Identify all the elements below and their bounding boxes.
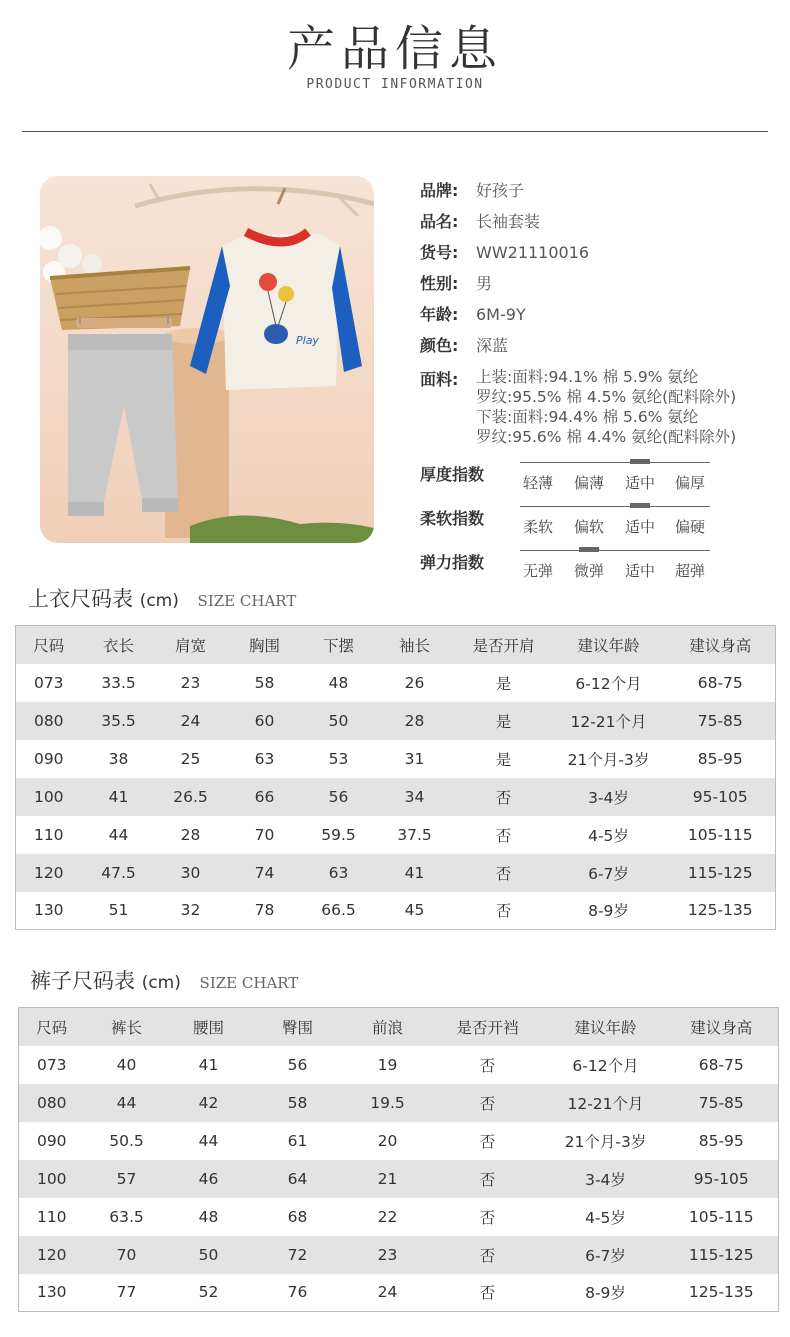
table-header-row <box>19 1008 779 1046</box>
section-unit: (cm) <box>141 973 181 993</box>
table-cell: 41 <box>198 1055 219 1074</box>
table-cell: 58 <box>254 673 275 692</box>
table-cell: 61 <box>287 1131 308 1150</box>
table-row <box>19 1198 779 1236</box>
section-heading: 裤子尺码表 <box>30 969 135 993</box>
table-cell: 23 <box>180 673 201 692</box>
index-label: 柔软指数 <box>420 509 485 528</box>
table-cell: 41 <box>108 787 129 806</box>
table-cell: 否 <box>479 1094 496 1113</box>
column-header: 建议身高 <box>689 636 752 655</box>
table-cell: 76 <box>287 1283 308 1302</box>
info-row-color <box>420 335 785 366</box>
index-option: 偏厚 <box>674 474 705 492</box>
index-option: 适中 <box>624 474 655 492</box>
table-cell: 58 <box>287 1093 308 1112</box>
column-header: 是否开肩 <box>472 636 535 655</box>
table-row <box>16 854 776 892</box>
info-row-sku <box>420 242 785 273</box>
table-cell: 31 <box>404 749 425 768</box>
info-key: 品牌: <box>420 181 459 200</box>
index-option: 偏硬 <box>674 518 705 536</box>
table-cell: 34 <box>404 787 425 806</box>
table-row <box>16 778 776 816</box>
table-cell: 46 <box>198 1169 219 1188</box>
pants-chart-title <box>30 965 298 995</box>
table-cell: 48 <box>198 1207 219 1226</box>
section-heading-en: SIZE CHART <box>197 592 297 610</box>
column-header: 腰围 <box>192 1018 224 1037</box>
column-header: 尺码 <box>36 1018 68 1037</box>
fabric-composition <box>476 367 736 447</box>
index-option: 微弹 <box>573 562 604 580</box>
table-cell: 50.5 <box>109 1131 144 1150</box>
table-cell: 115-125 <box>688 1245 754 1264</box>
softness-index <box>420 506 720 550</box>
table-cell: 53 <box>328 749 349 768</box>
column-header: 是否开裆 <box>456 1018 519 1037</box>
table-cell: 110 <box>36 1207 67 1226</box>
table-cell: 63.5 <box>109 1207 144 1226</box>
table-cell: 否 <box>495 788 512 807</box>
table-cell: 130 <box>36 1283 67 1302</box>
index-marker <box>579 547 599 552</box>
table-cell: 8-9岁 <box>585 1284 626 1303</box>
column-header: 建议年龄 <box>577 636 640 655</box>
info-value: WW21110016 <box>476 243 590 262</box>
table-cell: 35.5 <box>101 711 136 730</box>
table-cell: 105-115 <box>688 1207 754 1226</box>
table-cell: 60 <box>254 711 275 730</box>
table-cell: 47.5 <box>101 863 136 882</box>
index-option: 超弹 <box>674 562 705 580</box>
table-cell: 100 <box>33 787 64 806</box>
table-cell: 090 <box>36 1131 67 1150</box>
table-cell: 24 <box>377 1283 398 1302</box>
table-cell: 否 <box>479 1132 496 1151</box>
column-header: 裤长 <box>110 1018 142 1037</box>
table-cell: 95-105 <box>692 787 748 806</box>
column-header: 建议年龄 <box>574 1018 637 1037</box>
table-cell: 110 <box>33 825 64 844</box>
table-cell: 073 <box>33 673 64 692</box>
table-cell: 8-9岁 <box>588 902 629 921</box>
section-heading: 上衣尺码表 <box>28 587 133 611</box>
table-cell: 85-95 <box>698 1131 744 1150</box>
table-cell: 77 <box>116 1283 137 1302</box>
table-row <box>16 702 776 740</box>
table-cell: 125-135 <box>687 901 753 920</box>
fabric-line: 上装:面料:94.1% 棉 5.9% 氨纶 <box>476 368 699 386</box>
column-header: 袖长 <box>398 636 430 655</box>
table-cell: 41 <box>404 863 425 882</box>
table-cell: 52 <box>198 1283 219 1302</box>
column-header: 肩宽 <box>174 636 206 655</box>
table-cell: 120 <box>36 1245 67 1264</box>
table-cell: 20 <box>377 1131 398 1150</box>
table-cell: 50 <box>198 1245 219 1264</box>
info-value: 6M-9Y <box>476 305 526 324</box>
table-cell: 68 <box>287 1207 308 1226</box>
table-cell: 28 <box>180 825 201 844</box>
info-key: 面料: <box>420 370 459 389</box>
table-cell: 63 <box>328 863 349 882</box>
index-label: 弹力指数 <box>420 553 485 572</box>
table-cell: 4-5岁 <box>585 1208 626 1227</box>
index-scale <box>520 462 710 463</box>
table-cell: 否 <box>495 864 512 883</box>
table-cell: 125-135 <box>688 1283 754 1302</box>
table-cell: 21 <box>377 1169 398 1188</box>
table-cell: 57 <box>116 1169 137 1188</box>
top-size-table <box>15 625 776 930</box>
product-photo <box>40 176 374 543</box>
info-row-name <box>420 211 785 242</box>
table-cell: 38 <box>108 749 129 768</box>
index-scale <box>520 506 710 507</box>
table-cell: 75-85 <box>697 711 743 730</box>
elasticity-index <box>420 550 720 594</box>
info-row-brand <box>420 180 785 211</box>
table-cell: 56 <box>328 787 349 806</box>
column-header: 衣长 <box>102 636 134 655</box>
table-cell: 45 <box>404 901 425 920</box>
index-option: 偏软 <box>573 518 604 536</box>
table-cell: 59.5 <box>321 825 356 844</box>
table-cell: 66 <box>254 787 275 806</box>
table-cell: 78 <box>254 901 275 920</box>
table-cell: 是 <box>495 674 512 693</box>
table-row <box>16 664 776 702</box>
table-row <box>19 1122 779 1160</box>
column-header: 胸围 <box>248 636 280 655</box>
table-cell: 42 <box>198 1093 219 1112</box>
shirt-print-text: Play <box>296 334 319 347</box>
table-cell: 85-95 <box>697 749 743 768</box>
info-value: 好孩子 <box>476 181 525 200</box>
index-option: 无弹 <box>522 562 553 580</box>
table-row <box>16 740 776 778</box>
table-cell: 64 <box>287 1169 308 1188</box>
table-cell: 68-75 <box>697 673 743 692</box>
table-cell: 6-7岁 <box>585 1246 626 1265</box>
table-cell: 是 <box>495 712 512 731</box>
table-cell: 21个月-3岁 <box>567 750 650 769</box>
table-cell: 19.5 <box>370 1093 405 1112</box>
table-cell: 19 <box>377 1055 398 1074</box>
table-cell: 24 <box>180 711 201 730</box>
table-cell: 68-75 <box>698 1055 744 1074</box>
info-value: 男 <box>476 274 493 293</box>
pants-size-table <box>18 1007 779 1312</box>
column-header: 臀围 <box>281 1018 313 1037</box>
info-row-fabric <box>420 367 785 447</box>
column-header: 尺码 <box>33 636 65 655</box>
index-marker <box>630 503 650 508</box>
index-option: 适中 <box>624 518 655 536</box>
product-info <box>420 180 785 447</box>
top-chart-title <box>28 583 296 613</box>
table-cell: 22 <box>377 1207 398 1226</box>
table-header-row <box>16 626 776 664</box>
info-key: 颜色: <box>420 336 459 355</box>
table-cell: 44 <box>108 825 129 844</box>
table-cell: 75-85 <box>698 1093 744 1112</box>
table-cell: 090 <box>33 749 64 768</box>
index-marker <box>630 459 650 464</box>
table-cell: 100 <box>36 1169 67 1188</box>
thickness-index <box>420 462 720 506</box>
fabric-line: 罗纹:95.5% 棉 4.5% 氨纶(配料除外) <box>476 388 737 406</box>
table-cell: 74 <box>254 863 275 882</box>
section-heading-en: SIZE CHART <box>199 974 299 992</box>
table-cell: 50 <box>328 711 349 730</box>
table-cell: 25 <box>180 749 201 768</box>
table-cell: 115-125 <box>687 863 753 882</box>
table-cell: 105-115 <box>687 825 753 844</box>
index-label: 厚度指数 <box>420 465 485 484</box>
page-title: 产品信息 <box>286 21 503 77</box>
column-header: 建议身高 <box>690 1018 753 1037</box>
table-row <box>19 1274 779 1312</box>
table-cell: 30 <box>180 863 201 882</box>
table-cell: 12-21个月 <box>567 1094 644 1113</box>
table-cell: 33.5 <box>101 673 136 692</box>
index-option: 柔软 <box>522 518 553 536</box>
table-cell: 6-12个月 <box>572 1056 639 1075</box>
table-cell: 130 <box>33 901 64 920</box>
info-row-gender <box>420 273 785 304</box>
table-cell: 23 <box>377 1245 398 1264</box>
table-cell: 080 <box>36 1093 67 1112</box>
fabric-line: 下装:面料:94.4% 棉 5.6% 氨纶 <box>476 408 699 426</box>
column-header: 下摆 <box>322 636 354 655</box>
table-cell: 37.5 <box>397 825 432 844</box>
table-cell: 4-5岁 <box>588 826 629 845</box>
table-cell: 26.5 <box>173 787 208 806</box>
info-key: 年龄: <box>420 305 459 324</box>
index-option: 偏薄 <box>573 474 604 492</box>
table-cell: 32 <box>180 901 201 920</box>
table-row <box>16 892 776 930</box>
info-value: 深蓝 <box>476 336 509 355</box>
page-subtitle: PRODUCT INFORMATION <box>306 77 484 92</box>
table-cell: 63 <box>254 749 275 768</box>
info-key: 性别: <box>420 274 459 293</box>
column-header: 前浪 <box>371 1018 403 1037</box>
table-cell: 否 <box>479 1246 496 1265</box>
table-cell: 是 <box>495 750 512 769</box>
table-row <box>19 1084 779 1122</box>
table-cell: 6-7岁 <box>588 864 629 883</box>
section-unit: (cm) <box>139 591 179 611</box>
table-cell: 95-105 <box>693 1169 749 1188</box>
table-row <box>19 1236 779 1274</box>
table-cell: 21个月-3岁 <box>564 1132 647 1151</box>
table-cell: 70 <box>116 1245 137 1264</box>
table-cell: 否 <box>495 826 512 845</box>
table-cell: 70 <box>254 825 275 844</box>
table-cell: 6-12个月 <box>575 674 642 693</box>
table-cell: 否 <box>479 1208 496 1227</box>
table-cell: 否 <box>479 1284 496 1303</box>
table-cell: 72 <box>287 1245 308 1264</box>
index-scale <box>520 550 710 551</box>
table-cell: 3-4岁 <box>585 1170 626 1189</box>
table-cell: 否 <box>479 1170 496 1189</box>
table-cell: 48 <box>328 673 349 692</box>
table-cell: 51 <box>108 901 129 920</box>
info-row-age <box>420 304 785 335</box>
info-key: 品名: <box>420 212 459 231</box>
table-cell: 3-4岁 <box>588 788 629 807</box>
table-cell: 否 <box>479 1056 496 1075</box>
info-key: 货号: <box>420 243 459 262</box>
index-option: 适中 <box>624 562 655 580</box>
info-value: 长袖套装 <box>476 212 541 231</box>
table-cell: 26 <box>404 673 425 692</box>
table-cell: 66.5 <box>321 901 356 920</box>
index-option: 轻薄 <box>522 474 553 492</box>
table-cell: 40 <box>116 1055 137 1074</box>
table-cell: 080 <box>33 711 64 730</box>
table-cell: 56 <box>287 1055 308 1074</box>
table-cell: 073 <box>36 1055 67 1074</box>
table-row <box>19 1046 779 1084</box>
table-cell: 28 <box>404 711 425 730</box>
table-cell: 44 <box>198 1131 219 1150</box>
header-divider <box>22 131 768 132</box>
fabric-line: 罗纹:95.6% 棉 4.4% 氨纶(配料除外) <box>476 428 737 446</box>
table-cell: 120 <box>33 863 64 882</box>
table-cell: 否 <box>495 902 512 921</box>
table-row <box>16 816 776 854</box>
table-row <box>19 1160 779 1198</box>
table-cell: 12-21个月 <box>570 712 647 731</box>
table-cell: 44 <box>116 1093 137 1112</box>
